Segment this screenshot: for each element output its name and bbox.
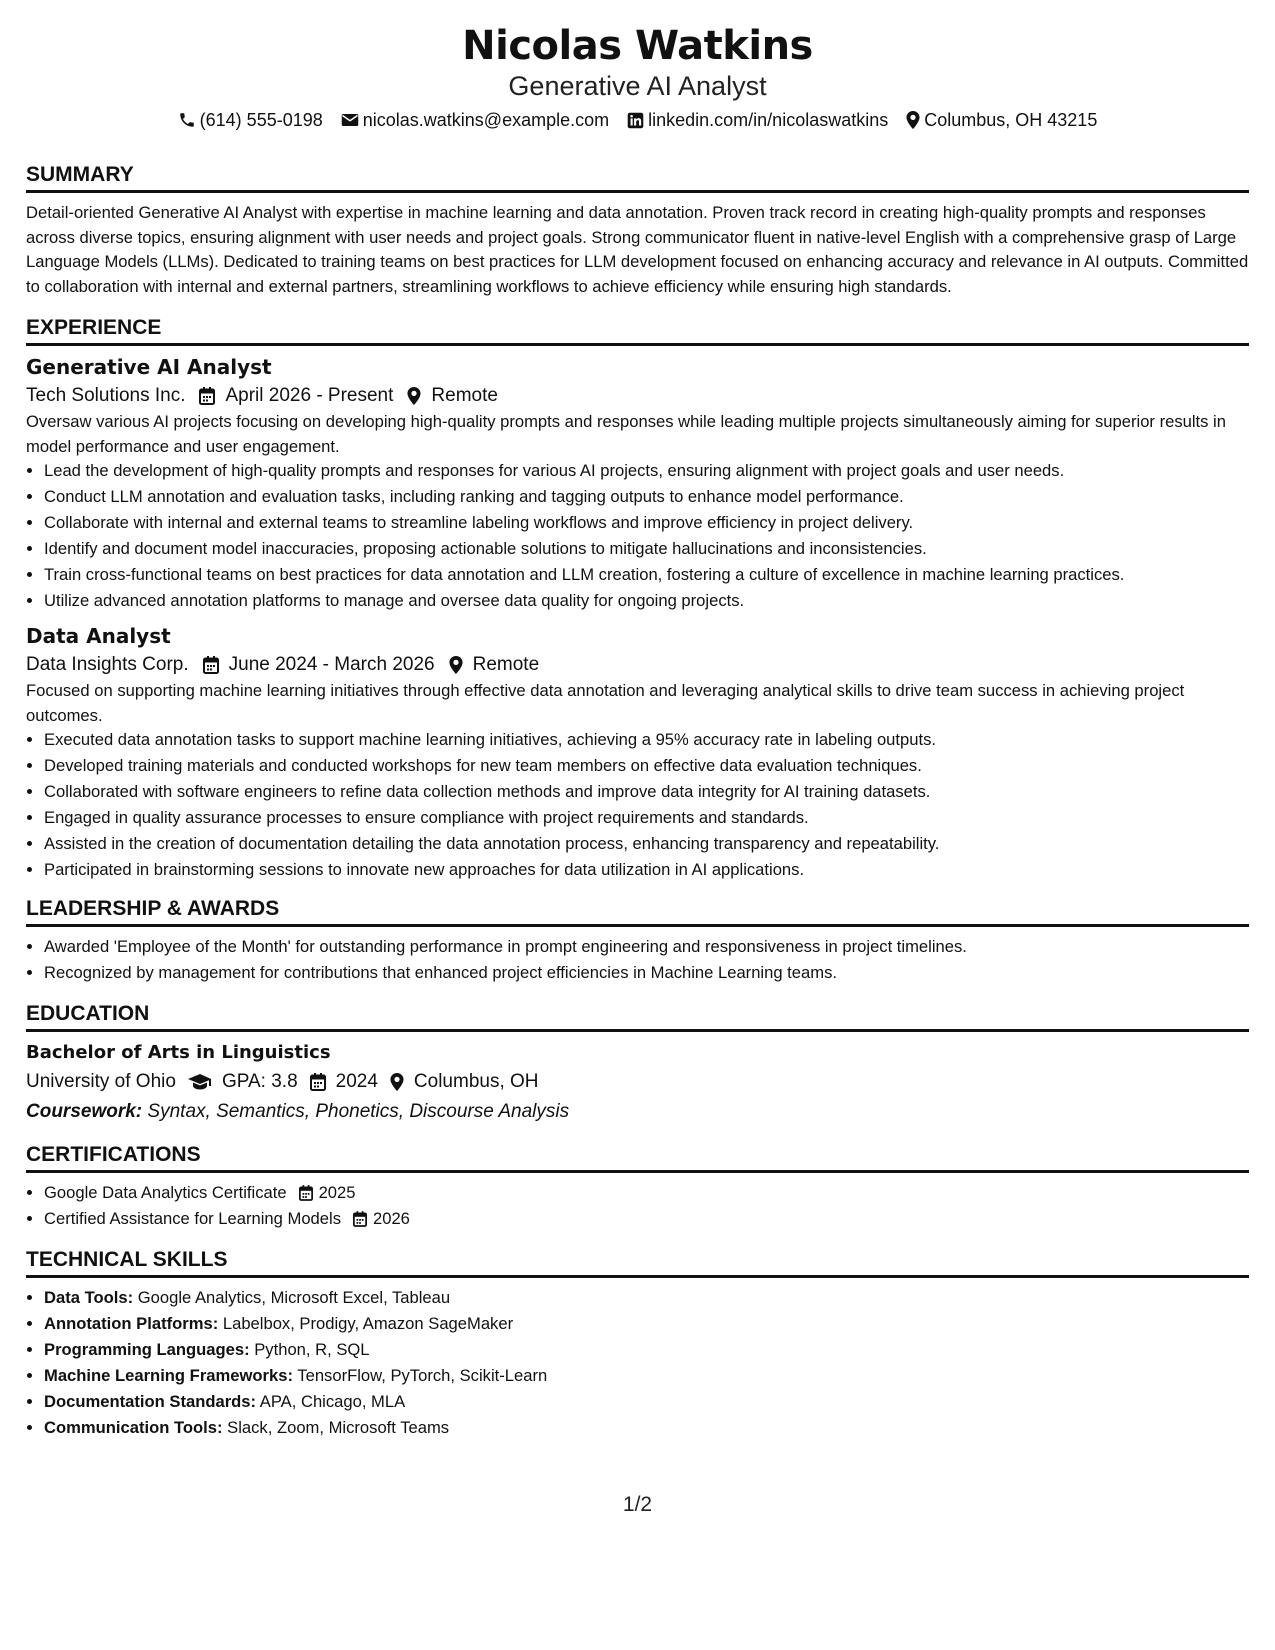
candidate-name: Nicolas Watkins: [462, 23, 813, 69]
job-entry: [26, 354, 1249, 613]
job-dates: April 2026 - Present: [225, 385, 394, 406]
job-bullets: [26, 459, 1249, 613]
linkedin-icon: [627, 112, 644, 129]
skill-label: Programming Languages:: [44, 1340, 250, 1359]
gpa: GPA: 3.8: [221, 1071, 298, 1092]
skills-list: [26, 1286, 1249, 1440]
calendar-icon: [310, 1073, 326, 1091]
contact-location: [906, 108, 1097, 132]
education-heading: EDUCATION: [26, 1001, 1249, 1032]
leadership-list: [26, 935, 1249, 985]
contact-bar: [26, 108, 1249, 132]
page-number: 1/2: [622, 1493, 653, 1516]
contact-email[interactable]: [341, 108, 609, 132]
skill-label: Data Tools:: [44, 1288, 134, 1307]
skills-heading: TECHNICAL SKILLS: [26, 1247, 1249, 1278]
resume-page: [26, 22, 1249, 1442]
map-pin-icon: [449, 656, 463, 674]
skill-item: [44, 1286, 1249, 1310]
job-bullet: • Collaborate with internal and external teams to streamline labeling workflows and improve efficiency in project delivery.: [44, 511, 1249, 535]
certification-name: • Google Data Analytics Certificate: [44, 1183, 287, 1202]
map-pin-icon: [390, 1073, 404, 1091]
skill-value: Slack, Zoom, Microsoft Teams: [227, 1418, 450, 1437]
envelope-icon: [341, 112, 359, 128]
certification-year: 2025: [318, 1183, 356, 1202]
job-title: Data Analyst: [26, 624, 171, 648]
skill-item: [44, 1364, 1249, 1388]
experience-section: [26, 315, 1249, 882]
graduation-cap-icon: [188, 1073, 212, 1091]
award-item: • Awarded 'Employee of the Month' for outstanding performance in prompt engineering and responsiveness in project timelines.: [44, 935, 1249, 959]
school-location: Columbus, OH: [413, 1071, 539, 1092]
calendar-icon: [203, 656, 219, 674]
skill-label: Communication Tools:: [44, 1418, 223, 1437]
job-bullet: • Collaborated with software engineers to refine data collection methods and improve data integrity for AI training datasets.: [44, 780, 1249, 804]
summary-text: Detail-oriented Generative AI Analyst with expertise in machine learning and data annotation. Proven track record in creating high-quality prompts and responses across diverse topics, ensuring alignment with user needs and project goals. Strong communicator fluent in native-level English with a comprehensive grasp of Large Language Models (LLMs). Dedicated to training teams on best practices for LLM development focused on enhancing accuracy and relevance in AI outputs. Committed to collaboration with internal and external partners, streamlining workflows to achieve efficiency while ensuring high standards.: [26, 203, 1249, 296]
job-bullet: • Utilize advanced annotation platforms to manage and oversee data quality for ongoing projects.: [44, 589, 1249, 613]
leadership-heading: LEADERSHIP & AWARDS: [26, 896, 1249, 927]
phone-icon: [178, 111, 196, 129]
certification-year: 2026: [373, 1209, 410, 1228]
map-pin-icon: [407, 387, 421, 405]
job-bullet: • Assisted in the creation of documentation detailing the data annotation process, enhancing transparency and repeatability.: [44, 832, 1249, 856]
job-bullet: • Conduct LLM annotation and evaluation tasks, including ranking and tagging outputs to enhance model performance.: [44, 485, 1249, 509]
skills-section: [26, 1247, 1249, 1440]
coursework: [26, 1098, 1249, 1126]
calendar-icon: [199, 387, 215, 405]
education-section: [26, 1001, 1249, 1126]
certifications-list: [26, 1181, 1249, 1231]
experience-heading: EXPERIENCE: [26, 315, 1249, 346]
job-bullet: • Engaged in quality assurance processes to ensure compliance with project requirements and standards.: [44, 806, 1249, 830]
certifications-heading: CERTIFICATIONS: [26, 1142, 1249, 1173]
calendar-icon: [299, 1185, 313, 1201]
job-bullets: [26, 728, 1249, 882]
coursework-label: Coursework:: [26, 1101, 143, 1122]
coursework-list: Syntax, Semantics, Phonetics, Discourse Analysis: [147, 1101, 570, 1122]
skill-item: [44, 1338, 1249, 1362]
job-description: Focused on supporting machine learning initiatives through effective data annotation and leveraging analytical skills to drive team success in achieving project outcomes.: [26, 681, 1185, 725]
job-location: Remote: [431, 385, 498, 406]
email-text: nicolas.watkins@example.com: [362, 110, 610, 130]
candidate-title: Generative AI Analyst: [508, 71, 767, 101]
leadership-section: [26, 896, 1249, 985]
summary-heading: SUMMARY: [26, 162, 1249, 193]
contact-phone[interactable]: [178, 108, 323, 132]
skill-value: Python, R, SQL: [254, 1340, 370, 1359]
skill-item: [44, 1390, 1249, 1414]
calendar-icon: [353, 1211, 367, 1227]
job-entry: [26, 623, 1249, 882]
job-meta: [26, 382, 1249, 410]
skill-label: Documentation Standards:: [44, 1392, 257, 1411]
job-description: Oversaw various AI projects focusing on developing high-quality prompts and responses while leading multiple projects simultaneously aiming for superior results in model performance and user engagement.: [26, 412, 1226, 456]
certification-name: • Certified Assistance for Learning Models: [44, 1209, 341, 1228]
location-text: Columbus, OH 43215: [924, 110, 1098, 130]
school-name: University of Ohio: [26, 1071, 176, 1092]
job-title: Generative AI Analyst: [26, 355, 272, 379]
map-pin-icon: [906, 111, 920, 129]
linkedin-text: linkedin.com/in/nicolaswatkins: [648, 110, 889, 130]
phone-text: (614) 555-0198: [199, 110, 323, 130]
skill-value: TensorFlow, PyTorch, Scikit-Learn: [297, 1366, 548, 1385]
job-bullet: • Developed training materials and conducted workshops for new team members on effective data evaluation techniques.: [44, 754, 1249, 778]
job-bullet: • Lead the development of high-quality prompts and responses for various AI projects, ensuring alignment with project goals and user needs.: [44, 459, 1249, 483]
job-bullet: • Executed data annotation tasks to support machine learning initiatives, achieving a 95% accuracy rate in labeling outputs.: [44, 728, 1249, 752]
job-location: Remote: [472, 654, 540, 675]
graduation-year: 2024: [335, 1071, 378, 1092]
certification-item: [44, 1207, 1249, 1231]
skill-label: Annotation Platforms:: [44, 1314, 219, 1333]
job-dates: June 2024 - March 2026: [228, 654, 435, 675]
award-item: • Recognized by management for contributions that enhanced project efficiencies in Machine Learning teams.: [44, 961, 1249, 985]
skill-item: [44, 1416, 1249, 1440]
job-meta: [26, 651, 1249, 679]
job-company: Data Insights Corp.: [26, 654, 189, 675]
skill-value: APA, Chicago, MLA: [259, 1392, 406, 1411]
summary-section: [26, 162, 1249, 299]
skill-value: Google Analytics, Microsoft Excel, Tableau: [137, 1288, 451, 1307]
certification-item: [44, 1181, 1249, 1205]
job-bullet: • Participated in brainstorming sessions to innovate new approaches for data utilization in AI applications.: [44, 858, 1249, 882]
job-bullet: • Train cross-functional teams on best practices for data annotation and LLM creation, fostering a culture of excellence in machine learning practices.: [44, 563, 1249, 587]
job-bullet: • Identify and document model inaccuracies, proposing actionable solutions to mitigate hallucinations and inconsistencies.: [44, 537, 1249, 561]
job-company: Tech Solutions Inc.: [26, 385, 186, 406]
contact-linkedin[interactable]: [627, 108, 888, 132]
skill-label: Machine Learning Frameworks:: [44, 1366, 293, 1385]
education-meta: [26, 1068, 1249, 1096]
skill-value: Labelbox, Prodigy, Amazon SageMaker: [222, 1314, 514, 1333]
certifications-section: [26, 1142, 1249, 1231]
degree-title: Bachelor of Arts in Linguistics: [26, 1042, 331, 1063]
skill-item: [44, 1312, 1249, 1336]
